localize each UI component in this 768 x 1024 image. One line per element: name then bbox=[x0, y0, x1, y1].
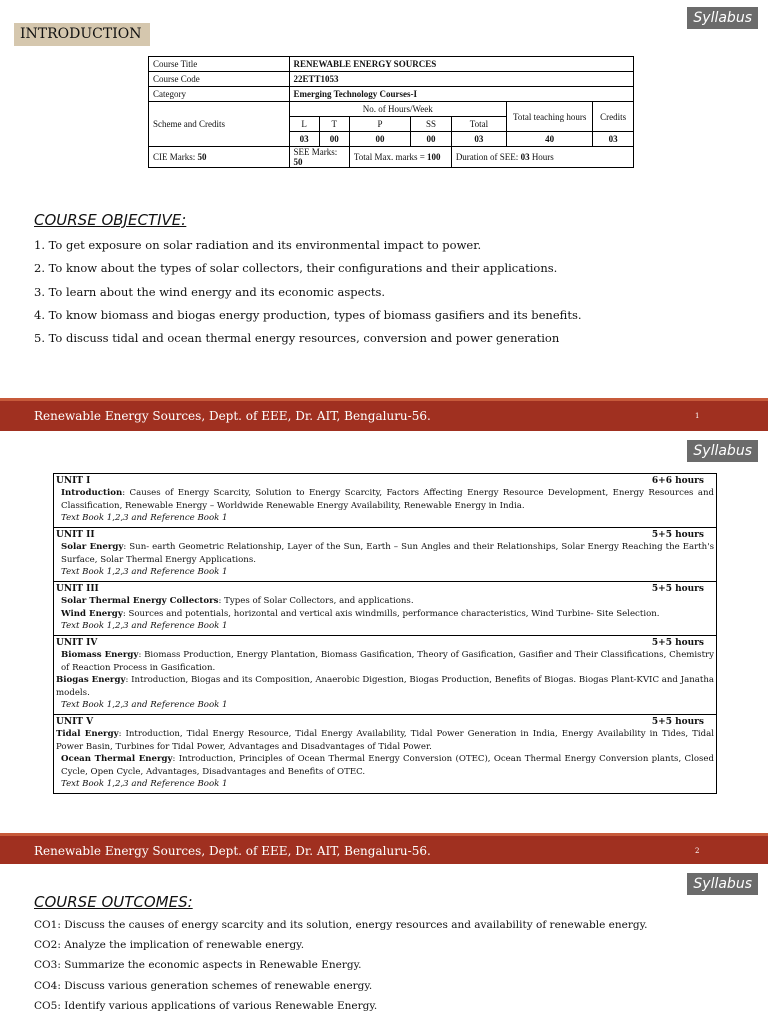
unit-content bbox=[56, 728, 714, 753]
category-label: Category bbox=[149, 87, 290, 102]
page-number: 2 bbox=[695, 847, 700, 855]
duration-label: Duration of SEE: bbox=[455, 152, 519, 162]
col-l: L bbox=[289, 117, 319, 132]
slide-2 bbox=[0, 432, 768, 864]
slide-1 bbox=[0, 0, 768, 432]
syllabus-units-table bbox=[53, 473, 717, 794]
unit-title: UNIT III bbox=[56, 584, 99, 594]
cie-marks bbox=[149, 147, 290, 168]
topic-text: : Introduction, Biogas and its Composition, Anaerobic Digestion, Biogas Production, Benefits of Biogas. Biogas Plant-KVIC and Janatha models. bbox=[56, 675, 714, 698]
unit-content bbox=[56, 541, 714, 566]
syllabus-tag: Syllabus bbox=[687, 7, 758, 29]
unit-reference: Text Book 1,2,3 and Reference Book 1 bbox=[61, 567, 228, 577]
syllabus-tag: Syllabus bbox=[687, 440, 758, 462]
outcome-item: CO2: Analyze the implication of renewable energy. bbox=[34, 939, 305, 952]
val-teaching: 40 bbox=[506, 132, 592, 147]
unit-hours: 5+5 hours bbox=[651, 717, 704, 727]
topic-title: Biogas Energy bbox=[56, 675, 126, 685]
col-total: Total bbox=[451, 117, 506, 132]
see-duration bbox=[451, 147, 633, 168]
unit-title: UNIT IV bbox=[56, 638, 98, 648]
see-value: 50 bbox=[293, 157, 303, 167]
unit-reference: Text Book 1,2,3 and Reference Book 1 bbox=[61, 513, 228, 523]
unit-hours: 5+5 hours bbox=[651, 584, 704, 594]
see-marks bbox=[289, 147, 349, 168]
topic-title: Solar Thermal Energy Collectors bbox=[61, 596, 219, 606]
col-t: T bbox=[319, 117, 349, 132]
unit-row bbox=[54, 636, 716, 715]
unit-content bbox=[56, 649, 714, 674]
outcome-item: CO4: Discuss various generation schemes of renewable energy. bbox=[34, 979, 373, 992]
val-total: 03 bbox=[451, 132, 506, 147]
topic-title: Solar Energy bbox=[61, 542, 124, 552]
unit-row bbox=[54, 715, 716, 793]
course-title-label: Course Title bbox=[149, 57, 290, 72]
course-objective-heading: COURSE OBJECTIVE: bbox=[34, 211, 187, 229]
unit-content bbox=[56, 595, 714, 608]
objective-item: 4. To know biomass and biogas energy production, types of biomass gasifiers and its benefits. bbox=[34, 307, 582, 322]
max-value: 100 bbox=[427, 152, 441, 162]
cie-label: CIE Marks: bbox=[153, 152, 196, 162]
topic-text: : Introduction, Tidal Energy Resource, Tidal Energy Availability, Tidal Power Generation in India, Energy Availability in Tides, Tidal Power Basin, Turbines for Tidal Power, Advantages and Disadvantages of Tidal Power. bbox=[56, 729, 715, 752]
unit-row bbox=[54, 528, 716, 582]
unit-hours: 5+5 hours bbox=[651, 638, 704, 648]
objective-item: 1. To get exposure on solar radiation and its environmental impact to power. bbox=[34, 238, 482, 252]
footer-text: Renewable Energy Sources, Dept. of EEE, Dr. AIT, Bengaluru-56. bbox=[34, 409, 431, 423]
slide-3 bbox=[0, 864, 768, 1024]
topic-title: Wind Energy bbox=[61, 608, 123, 619]
objectives-list bbox=[34, 236, 582, 352]
topic-title: Tidal Energy bbox=[56, 729, 119, 739]
unit-hours: 5+5 hours bbox=[651, 530, 704, 540]
val-credits: 03 bbox=[593, 132, 634, 147]
unit-hours: 6+6 hours bbox=[651, 476, 704, 486]
syllabus-tag: Syllabus bbox=[687, 873, 758, 895]
duration-unit: Hours bbox=[531, 152, 554, 162]
topic-text: : Types of Solar Collectors, and applications. bbox=[218, 596, 414, 606]
outcome-item: CO5: Identify various applications of various Renewable Energy. bbox=[34, 999, 378, 1012]
topic-title: Introduction bbox=[61, 488, 123, 498]
slide-footer bbox=[0, 398, 768, 431]
page-number: 1 bbox=[695, 412, 700, 420]
unit-title: UNIT I bbox=[56, 476, 91, 486]
category: Emerging Technology Courses-I bbox=[289, 87, 634, 102]
duration-value: 03 bbox=[520, 152, 530, 162]
unit-reference: Text Book 1,2,3 and Reference Book 1 bbox=[61, 700, 228, 710]
unit-title: UNIT V bbox=[56, 717, 94, 727]
outcome-item: CO1: Discuss the causes of energy scarcity and its solution, energy resources and availability of renewable energy. bbox=[34, 919, 648, 931]
val-l: 03 bbox=[289, 132, 319, 147]
unit-title: UNIT II bbox=[56, 530, 95, 540]
col-p: P bbox=[349, 117, 410, 132]
unit-reference: Text Book 1,2,3 and Reference Book 1 bbox=[61, 779, 228, 789]
topic-text: : Biomass Production, Energy Plantation, Biomass Gasification, Theory of Gasification, Gasifier and Their Classifications, Chemistry of Reaction Process in Gasification. bbox=[61, 650, 715, 673]
introduction-label: INTRODUCTION bbox=[14, 23, 150, 46]
objective-item: 5. To discuss tidal and ocean thermal energy resources, conversion and power generation bbox=[34, 331, 560, 346]
val-ss: 00 bbox=[411, 132, 452, 147]
topic-text: : Sun- earth Geometric Relationship, Layer of the Sun, Earth – Sun Angles and their Relationships, Solar Energy Reaching the Earth's Surface, Solar Thermal Energy Applications. bbox=[61, 542, 714, 565]
val-p: 00 bbox=[349, 132, 410, 147]
topic-text: : Sources and potentials, horizontal and vertical axis windmills, performance characteristics, Wind Turbine- Site Selection. bbox=[122, 608, 660, 619]
course-details-table bbox=[148, 56, 634, 168]
course-code: 22ETT1053 bbox=[289, 72, 634, 87]
slide-footer bbox=[0, 833, 768, 864]
max-marks bbox=[349, 147, 451, 168]
course-outcomes-heading: COURSE OUTCOMES: bbox=[34, 893, 193, 911]
see-label: SEE Marks: bbox=[293, 147, 338, 157]
objective-item: 2. To know about the types of solar collectors, their configurations and their applications. bbox=[34, 261, 558, 276]
total-teaching-label: Total teaching hours bbox=[506, 102, 592, 132]
unit-content bbox=[56, 753, 714, 778]
unit-content bbox=[56, 487, 714, 512]
unit-row bbox=[54, 582, 716, 636]
unit-content bbox=[56, 608, 714, 621]
objective-item: 3. To learn about the wind energy and its economic aspects. bbox=[34, 284, 386, 299]
course-title: RENEWABLE ENERGY SOURCES bbox=[289, 57, 634, 72]
unit-row bbox=[54, 474, 716, 528]
course-code-label: Course Code bbox=[149, 72, 290, 87]
scheme-label: Scheme and Credits bbox=[149, 102, 290, 147]
topic-text: : Causes of Energy Scarcity, Solution to Energy Scarcity, Factors Affecting Energy Resource Development, Energy Resources and Classification, Renewable Energy – Worldwide Renewable Energy Availability, Renewable Energy in India. bbox=[61, 488, 714, 511]
outcomes-list bbox=[34, 917, 647, 1018]
val-t: 00 bbox=[319, 132, 349, 147]
unit-content bbox=[56, 674, 714, 699]
max-label: Total Max. marks = bbox=[353, 152, 425, 162]
hours-week-label: No. of Hours/Week bbox=[289, 102, 506, 117]
col-ss: SS bbox=[411, 117, 452, 132]
topic-title: Ocean Thermal Energy bbox=[61, 754, 173, 764]
credits-label: Credits bbox=[593, 102, 634, 132]
outcome-item: CO3: Summarize the economic aspects in Renewable Energy. bbox=[34, 959, 362, 972]
footer-text: Renewable Energy Sources, Dept. of EEE, Dr. AIT, Bengaluru-56. bbox=[34, 844, 431, 858]
topic-title: Biomass Energy bbox=[61, 650, 139, 660]
unit-reference: Text Book 1,2,3 and Reference Book 1 bbox=[61, 621, 228, 631]
cie-value: 50 bbox=[197, 152, 207, 162]
topic-text: : Introduction, Principles of Ocean Thermal Energy Conversion (OTEC), Ocean Thermal Energy Conversion plants, Closed Cycle, Open Cycle, Advantages, Disadvantages and Benefits of OTEC. bbox=[61, 754, 714, 777]
